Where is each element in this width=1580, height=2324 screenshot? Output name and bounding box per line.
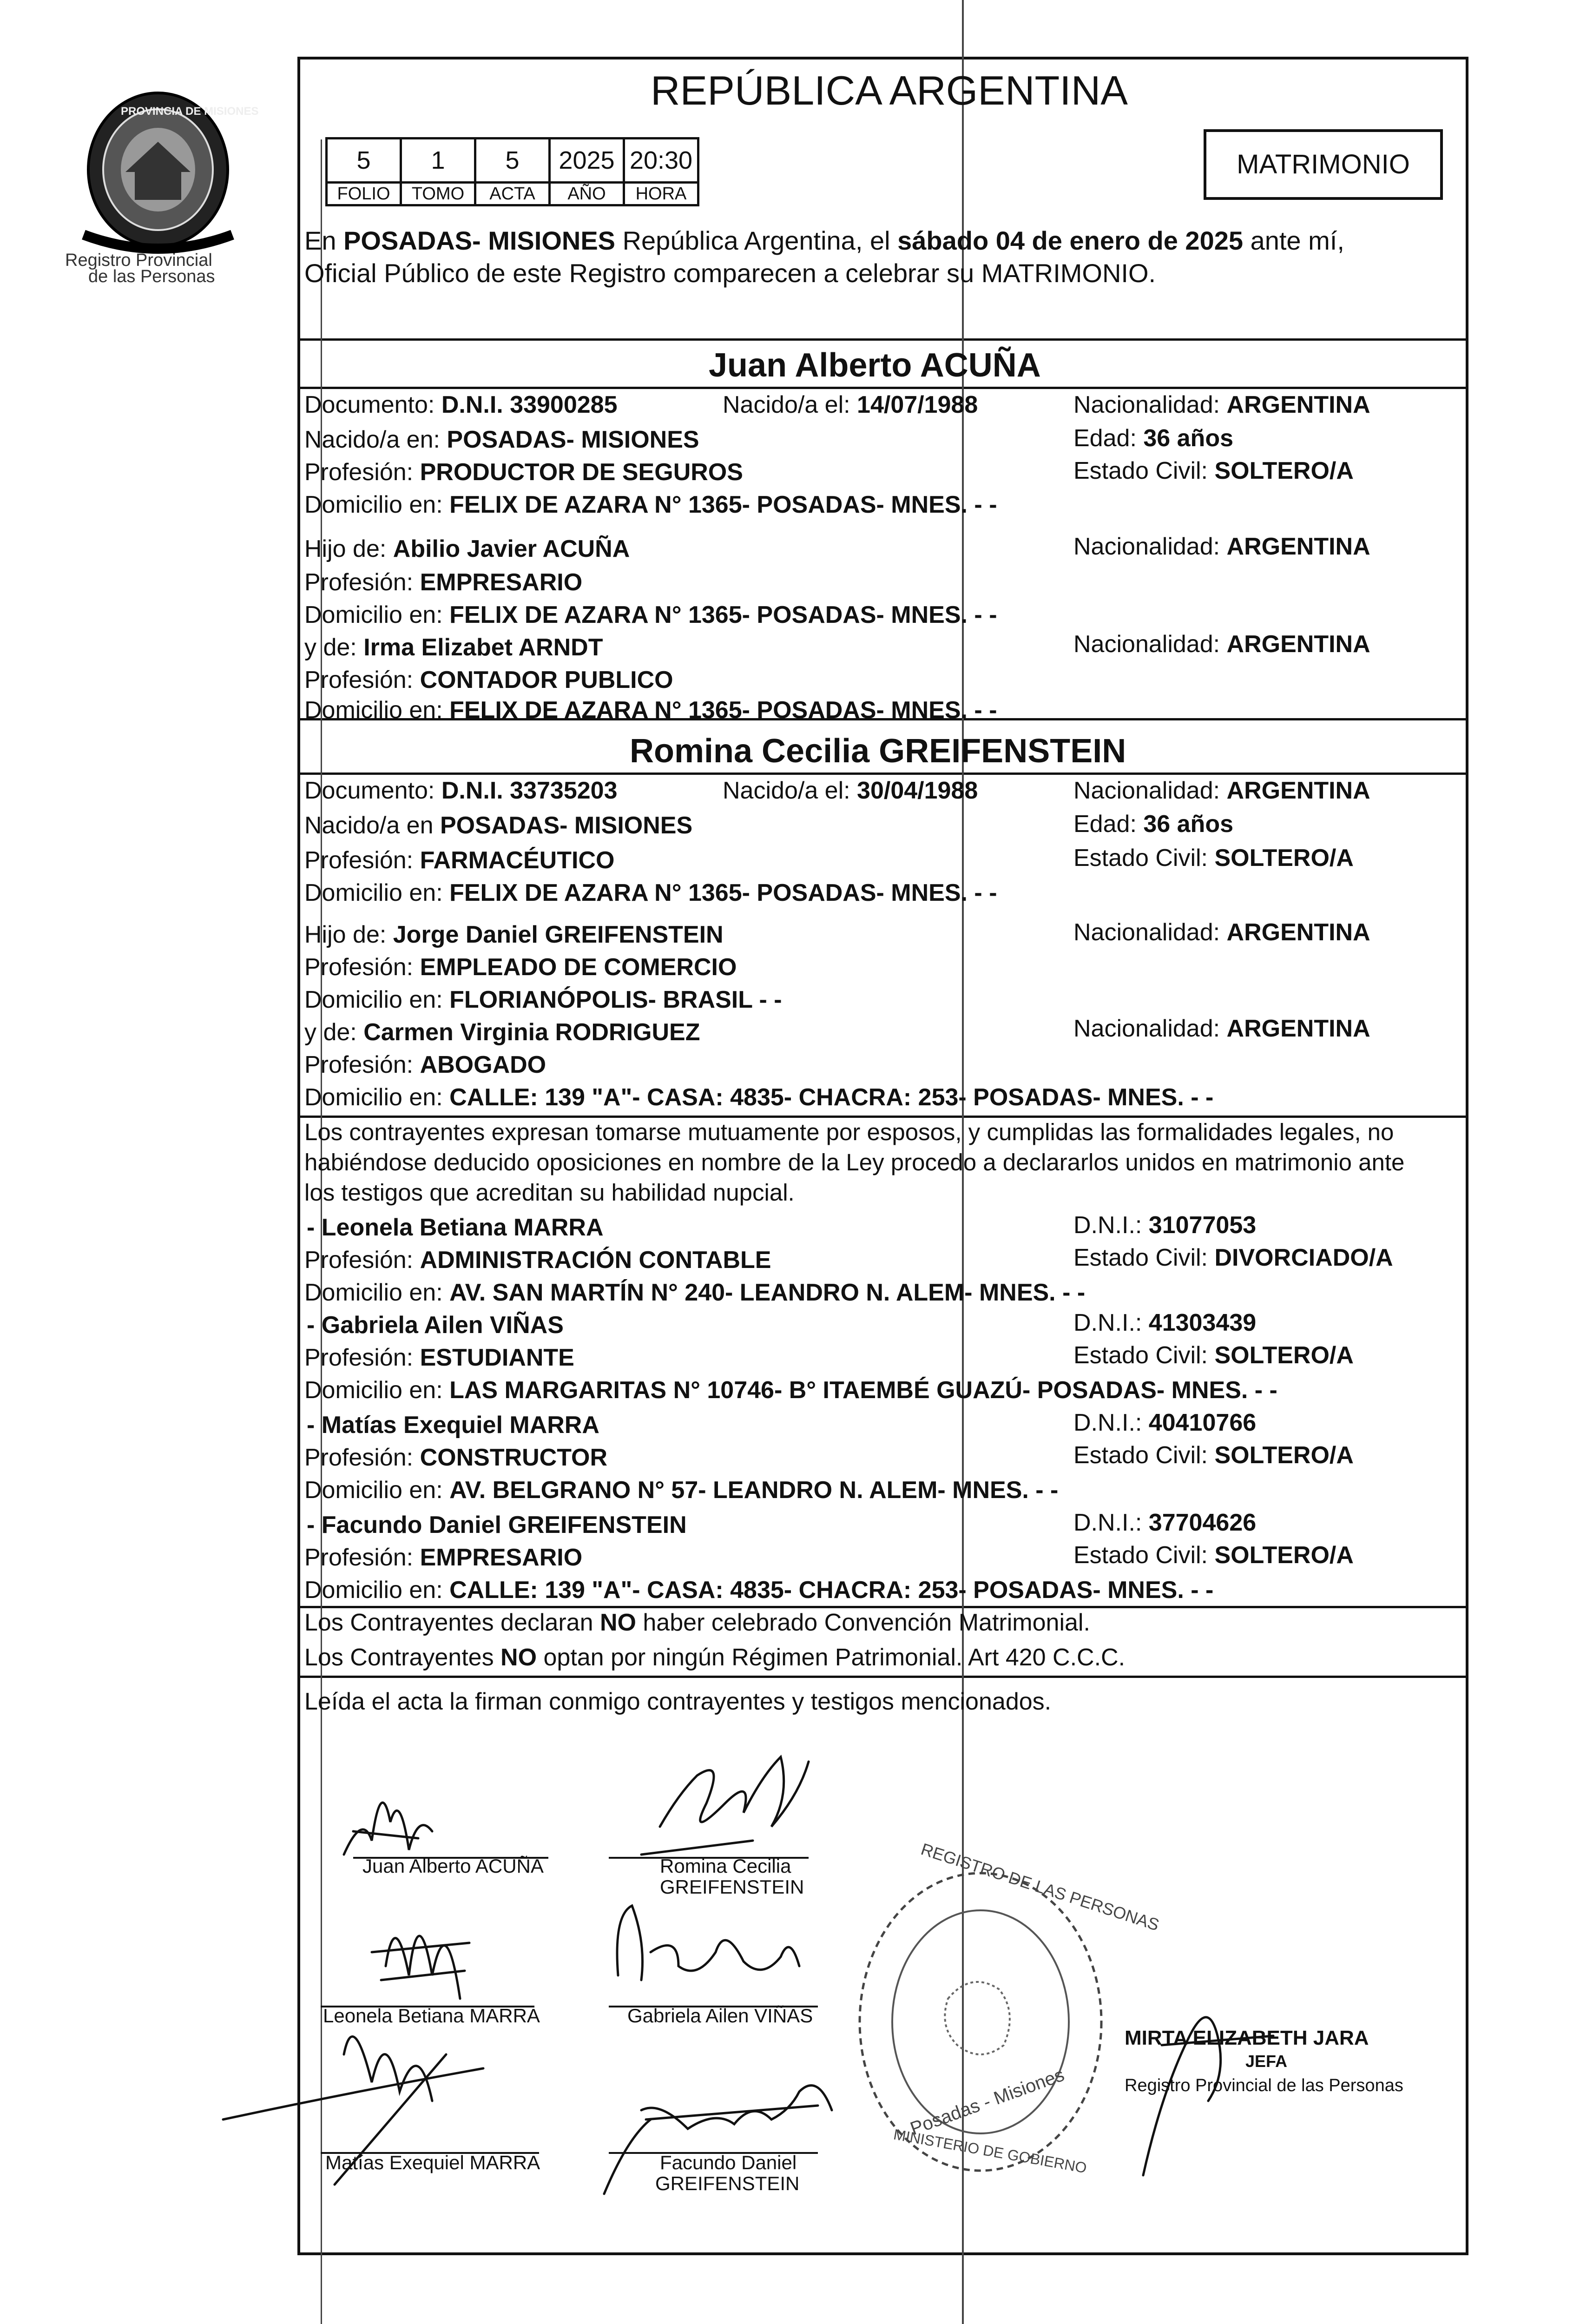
label: Nacido/a el: <box>723 777 857 804</box>
prefix: - <box>307 1312 322 1339</box>
label: Nacido/a en: <box>304 426 447 453</box>
label: Profesión: <box>304 954 420 981</box>
tomo-value: 1 <box>401 139 475 183</box>
label: Domicilio en: <box>304 879 450 906</box>
signatory-2-line1: Romina Cecilia <box>660 1855 791 1877</box>
folio-label: FOLIO <box>327 183 401 205</box>
spouse1-dni: D.N.I. 33900285 <box>441 391 618 418</box>
label: Profesión: <box>304 667 420 693</box>
label: Nacionalidad: <box>1073 631 1227 658</box>
value: ARGENTINA <box>1226 391 1370 418</box>
value: CALLE: 139 "A"- CASA: 4835- CHACRA: 253- POSADAS- MNES. - - <box>449 1577 1214 1604</box>
label: Hijo de: <box>304 921 393 948</box>
intro-place: POSADAS- MISIONES <box>343 226 616 255</box>
value: 36 años <box>1143 425 1233 452</box>
value: SOLTERO/A <box>1214 1342 1354 1369</box>
value: FELIX DE AZARA N° 1365- POSADAS- MNES. - - <box>449 491 997 518</box>
value: CONSTRUCTOR <box>420 1444 608 1471</box>
anio-value: 2025 <box>550 139 624 183</box>
label: y de: <box>304 1019 364 1046</box>
spouse2-birthdate: 30/04/1988 <box>857 777 978 804</box>
value: SOLTERO/A <box>1214 457 1354 484</box>
signatory-2-line2: GREIFENSTEIN <box>660 1876 804 1898</box>
hora-label: HORA <box>624 183 698 205</box>
value: AV. SAN MARTÍN N° 240- LEANDRO N. ALEM- MNES. - - <box>449 1279 1086 1306</box>
label: Edad: <box>1073 811 1144 838</box>
label: Nacido/a el: <box>723 391 857 418</box>
value: SOLTERO/A <box>1214 1442 1354 1469</box>
label: Estado Civil: <box>1073 1542 1215 1569</box>
signatory-1: Juan Alberto ACUÑA <box>362 1855 544 1877</box>
signatory-6-line2: GREIFENSTEIN <box>655 2172 800 2194</box>
label: Estado Civil: <box>1073 457 1215 484</box>
declaration-line3: los testigos que acreditan su habilidad nupcial. <box>304 1179 795 1206</box>
country-title: REPÚBLICA ARGENTINA <box>651 67 1128 113</box>
value: ADMINISTRACIÓN CONTABLE <box>420 1247 771 1274</box>
label: Domicilio en: <box>304 1084 450 1111</box>
label: Domicilio en: <box>304 1279 450 1306</box>
registry-round-seal <box>850 1839 1162 2185</box>
value: POSADAS- MISIONES <box>440 812 693 839</box>
value: ESTUDIANTE <box>420 1344 574 1371</box>
label: Domicilio en: <box>304 1377 450 1404</box>
value: Matías Exequiel MARRA <box>321 1412 599 1439</box>
value: Carmen Virginia RODRIGUEZ <box>363 1019 700 1046</box>
label: Domicilio en: <box>304 697 450 724</box>
label: Nacido/a en <box>304 812 440 839</box>
value: POSADAS- MISIONES <box>447 426 699 453</box>
text: Los Contrayentes declaran <box>304 1609 600 1636</box>
value: FELIX DE AZARA N° 1365- POSADAS- MNES. - - <box>449 697 997 724</box>
official-name: MIRTA ELIZABETH JARA <box>1125 2027 1369 2049</box>
value: SOLTERO/A <box>1214 845 1354 872</box>
label: Documento: <box>304 391 441 418</box>
value: FELIX DE AZARA N° 1365- POSADAS- MNES. - - <box>449 879 997 906</box>
value: Facundo Daniel GREIFENSTEIN <box>321 1512 687 1538</box>
signature-gabriela <box>617 1906 799 1980</box>
signature-romina <box>641 1757 809 1855</box>
round-seal-icon <box>850 1859 1111 2185</box>
value: EMPRESARIO <box>420 569 583 596</box>
value: FARMACÉUTICO <box>420 847 615 874</box>
label: Profesión: <box>304 1051 420 1078</box>
prefix: - <box>307 1512 322 1538</box>
label: Nacionalidad: <box>1073 1015 1227 1042</box>
signatory-4: Gabriela Ailen VIÑAS <box>627 2005 813 2027</box>
label: Profesión: <box>304 1544 420 1571</box>
spouse2-name: Romina Cecilia GREIFENSTEIN <box>630 733 1126 770</box>
official-office: Registro Provincial de las Personas <box>1125 2076 1403 2095</box>
value: DIVORCIADO/A <box>1214 1244 1393 1271</box>
label: Edad: <box>1073 425 1144 452</box>
value: CONTADOR PUBLICO <box>420 667 673 693</box>
seal-bottom-text: MINISTERIO DE GOBIERNO <box>892 2126 1088 2177</box>
label: Profesión: <box>304 1344 420 1371</box>
label: Estado Civil: <box>1073 1442 1215 1469</box>
label: Domicilio en: <box>304 1577 450 1604</box>
logo-caption-line2: de las Personas <box>88 267 215 286</box>
spouse1-birthdate: 14/07/1988 <box>857 391 978 418</box>
emphasis: NO <box>500 1644 537 1671</box>
label: Documento: <box>304 777 441 804</box>
value: ARGENTINA <box>1226 919 1370 946</box>
value: EMPRESARIO <box>420 1544 583 1571</box>
value: Leonela Betiana MARRA <box>321 1214 604 1241</box>
prefix: - <box>307 1214 322 1241</box>
folio-value: 5 <box>327 139 401 183</box>
value: PRODUCTOR DE SEGUROS <box>420 459 743 486</box>
label: Nacionalidad: <box>1073 777 1227 804</box>
label: Domicilio en: <box>304 491 450 518</box>
seal-inner-text: Posadas - Misiones <box>908 2064 1067 2139</box>
value: 41303439 <box>1148 1309 1257 1336</box>
prefix: - <box>307 1412 322 1439</box>
label: D.N.I.: <box>1073 1212 1149 1239</box>
signatory-5: Matías Exequiel MARRA <box>325 2152 540 2173</box>
value: Abilio Javier ACUÑA <box>393 535 630 562</box>
label: Nacionalidad: <box>1073 533 1227 560</box>
intro-date: sábado 04 de enero de 2025 <box>897 226 1244 255</box>
label: Profesión: <box>304 847 420 874</box>
signatures-intro: Leída el acta la firman conmigo contrayentes y testigos mencionados. <box>304 1688 1052 1715</box>
label: Estado Civil: <box>1073 1342 1215 1369</box>
intro-line2: Oficial Público de este Registro comparecen a celebrar su MATRIMONIO. <box>304 258 1156 288</box>
value: SOLTERO/A <box>1214 1542 1354 1569</box>
value: FELIX DE AZARA N° 1365- POSADAS- MNES. - - <box>449 601 997 628</box>
signatory-3: Leonela Betiana MARRA <box>323 2005 540 2027</box>
declaration-line2: habiéndose deducido oposiciones en nombre de la Ley procedo a declararlos unidos en matrimonio ante <box>304 1149 1405 1175</box>
label: Profesión: <box>304 569 420 596</box>
intro-text2: República Argentina, el <box>615 226 898 255</box>
value: LAS MARGARITAS N° 10746- B° ITAEMBÉ GUAZÚ- POSADAS- MNES. - - <box>449 1377 1277 1404</box>
official-role: JEFA <box>1245 2052 1288 2071</box>
label: Profesión: <box>304 1247 420 1274</box>
label: Nacionalidad: <box>1073 919 1227 946</box>
hora-value: 20:30 <box>624 139 698 183</box>
signature-juan <box>344 1802 432 1855</box>
value: ARGENTINA <box>1226 533 1370 560</box>
emphasis: NO <box>599 1609 636 1636</box>
label: D.N.I.: <box>1073 1309 1149 1336</box>
label: Domicilio en: <box>304 986 450 1013</box>
intro-text3: ante mí, <box>1243 226 1344 255</box>
spouse1-name: Juan Alberto ACUÑA <box>709 347 1041 384</box>
label: Profesión: <box>304 459 420 486</box>
logo-ring-text: PROVINCIA DE MISIONES <box>121 105 259 118</box>
label: Profesión: <box>304 1444 420 1471</box>
value: 36 años <box>1143 811 1233 838</box>
label: Domicilio en: <box>304 601 450 628</box>
label: Nacionalidad: <box>1073 391 1227 418</box>
label: Hijo de: <box>304 535 393 562</box>
value: 31077053 <box>1148 1212 1257 1239</box>
value: FLORIANÓPOLIS- BRASIL - - <box>449 986 782 1013</box>
value: EMPLEADO DE COMERCIO <box>420 954 737 981</box>
value: Gabriela Ailen VIÑAS <box>321 1312 564 1339</box>
spouse2-dni: D.N.I. 33735203 <box>441 777 618 804</box>
label: D.N.I.: <box>1073 1509 1149 1536</box>
value: Jorge Daniel GREIFENSTEIN <box>393 921 724 948</box>
declaration-line1: Los contrayentes expresan tomarse mutuamente por esposos, y cumplidas las formalidades legales, no <box>304 1119 1394 1145</box>
value: ARGENTINA <box>1226 631 1370 658</box>
value: ABOGADO <box>420 1051 546 1078</box>
acta-value: 5 <box>475 139 550 183</box>
label: y de: <box>304 634 364 661</box>
label: D.N.I.: <box>1073 1409 1149 1436</box>
anio-label: AÑO <box>550 183 624 205</box>
text: haber celebrado Convención Matrimonial. <box>636 1609 1090 1636</box>
value: ARGENTINA <box>1226 777 1370 804</box>
label: Estado Civil: <box>1073 1244 1215 1271</box>
tomo-label: TOMO <box>401 183 475 205</box>
text: optan por ningún Régimen Patrimonial. Art 420 C.C.C. <box>537 1644 1126 1671</box>
seal-ring-text: REGISTRO DE LAS PERSONAS <box>918 1839 1162 1934</box>
value: AV. BELGRANO N° 57- LEANDRO N. ALEM- MNES. - - <box>449 1477 1059 1504</box>
label: Domicilio en: <box>304 1477 450 1504</box>
value: ARGENTINA <box>1226 1015 1370 1042</box>
signature-leonela <box>372 1936 469 1999</box>
signatory-6-line1: Facundo Daniel <box>660 2152 797 2173</box>
logo-caption-line1: Registro Provincial <box>65 251 212 270</box>
intro-text1: En <box>304 226 344 255</box>
value: CALLE: 139 "A"- CASA: 4835- CHACRA: 253- POSADAS- MNES. - - <box>449 1084 1214 1111</box>
text: Los Contrayentes <box>304 1644 501 1671</box>
value: 37704626 <box>1148 1509 1257 1536</box>
act-type-box: MATRIMONIO <box>1204 129 1443 200</box>
label: Estado Civil: <box>1073 845 1215 872</box>
acta-label: ACTA <box>475 183 550 205</box>
value: 40410766 <box>1148 1409 1257 1436</box>
value: Irma Elizabet ARNDT <box>363 634 603 661</box>
